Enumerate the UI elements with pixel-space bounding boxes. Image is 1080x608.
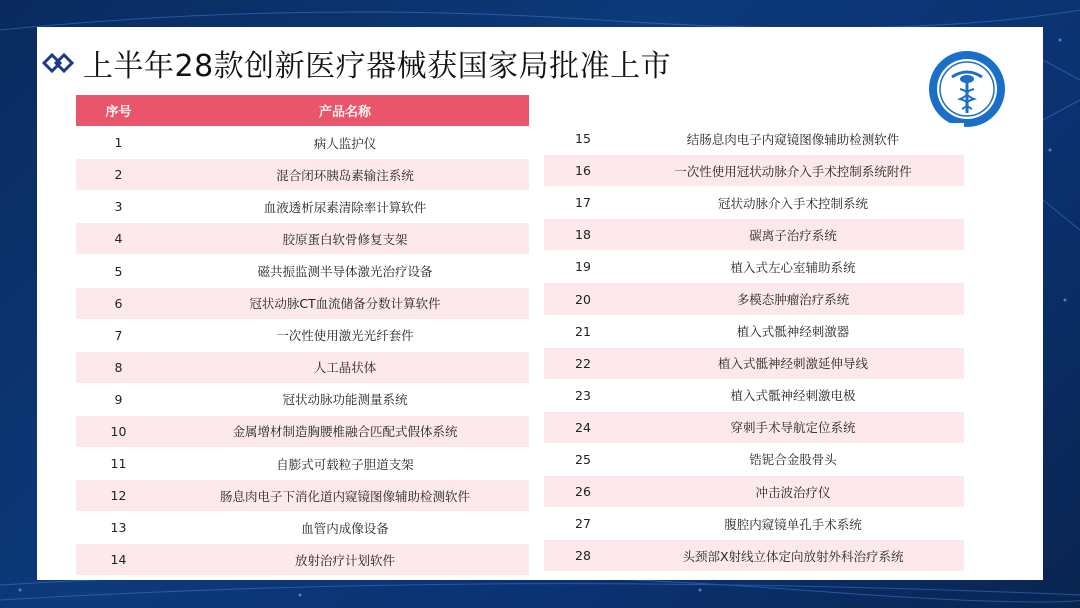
row-product-name: 自膨式可载粒子胆道支架 [161,448,529,480]
product-table-left [76,95,529,576]
table-row [76,351,529,383]
row-product-name: 一次性使用激光光纤套件 [161,319,529,351]
row-product-name: 冲击波治疗仪 [622,476,964,508]
row-product-name: 混合闭环胰岛素输注系统 [161,159,529,191]
table-row [544,155,964,187]
table-row [544,315,964,347]
row-index: 8 [76,351,161,383]
double-diamond-icon [41,49,77,77]
row-product-name: 头颈部X射线立体定向放射外科治疗系统 [622,540,964,572]
row-index: 4 [76,223,161,255]
row-index: 28 [544,540,622,572]
row-product-name: 血管内成像设备 [161,512,529,544]
row-product-name: 金属增材制造胸腰椎融合匹配式假体系统 [161,415,529,447]
row-index: 23 [544,379,622,411]
header-index: 序号 [76,95,161,127]
page-title: 上半年28款创新医疗器械获国家局批准上市 [83,49,672,84]
table-row [544,251,964,283]
row-index: 18 [544,219,622,251]
table-row [76,480,529,512]
row-product-name: 植入式骶神经刺激延伸导线 [622,347,964,379]
row-index: 16 [544,155,622,187]
row-index: 14 [76,544,161,576]
row-product-name: 冠状动脉CT血流储备分数计算软件 [161,287,529,319]
row-product-name: 结肠息肉电子内窥镜图像辅助检测软件 [622,123,964,155]
row-index: 5 [76,255,161,287]
table-row [544,379,964,411]
row-index: 11 [76,448,161,480]
table-row [544,540,964,572]
row-product-name: 多模态肿瘤治疗系统 [622,283,964,315]
table-row [76,448,529,480]
row-index: 10 [76,415,161,447]
row-product-name: 腹腔内窥镜单孔手术系统 [622,508,964,540]
row-product-name: 冠状动脉介入手术控制系统 [622,187,964,219]
row-index: 25 [544,443,622,475]
row-product-name: 肠息肉电子下消化道内窥镜图像辅助检测软件 [161,480,529,512]
table-row [544,123,964,155]
row-product-name: 冠状动脉功能测量系统 [161,383,529,415]
row-product-name: 放射治疗计划软件 [161,544,529,576]
row-product-name: 锆铌合金股骨头 [622,443,964,475]
table-row [76,512,529,544]
table-row [76,415,529,447]
row-product-name: 穿刺手术导航定位系统 [622,411,964,443]
row-index: 15 [544,123,622,155]
row-product-name: 碳离子治疗系统 [622,219,964,251]
table-row [544,347,964,379]
row-product-name: 病人监护仪 [161,127,529,159]
table-row [76,223,529,255]
row-index: 2 [76,159,161,191]
table-row [76,287,529,319]
table-row [544,476,964,508]
row-index: 17 [544,187,622,219]
row-index: 19 [544,251,622,283]
row-product-name: 血液透析尿素清除率计算软件 [161,191,529,223]
table-row [544,283,964,315]
row-product-name: 胶原蛋白软骨修复支架 [161,223,529,255]
header-product-name: 产品名称 [161,95,529,127]
row-index: 20 [544,283,622,315]
row-index: 26 [544,476,622,508]
caduceus-seal-logo [927,49,1007,129]
row-product-name: 磁共振监测半导体激光治疗设备 [161,255,529,287]
table-row [76,319,529,351]
table-row [76,127,529,159]
row-index: 27 [544,508,622,540]
table-row [76,159,529,191]
row-product-name: 人工晶状体 [161,351,529,383]
slide-canvas [37,27,1043,580]
table-row [544,219,964,251]
table-row [76,544,529,576]
table-row [544,187,964,219]
row-product-name: 植入式骶神经刺激器 [622,315,964,347]
row-product-name: 植入式左心室辅助系统 [622,251,964,283]
table-row [544,443,964,475]
row-index: 3 [76,191,161,223]
table-row [76,191,529,223]
table-row [76,383,529,415]
title-row [41,43,671,83]
row-product-name: 一次性使用冠状动脉介入手术控制系统附件 [622,155,964,187]
row-index: 12 [76,480,161,512]
row-index: 9 [76,383,161,415]
table-row [76,255,529,287]
row-product-name: 植入式骶神经刺激电极 [622,379,964,411]
row-index: 1 [76,127,161,159]
table-row [544,411,964,443]
row-index: 22 [544,347,622,379]
row-index: 6 [76,287,161,319]
row-index: 7 [76,319,161,351]
row-index: 24 [544,411,622,443]
row-index: 21 [544,315,622,347]
table-header-row [76,95,529,127]
row-index: 13 [76,512,161,544]
product-table-right [544,123,964,572]
table-row [544,508,964,540]
